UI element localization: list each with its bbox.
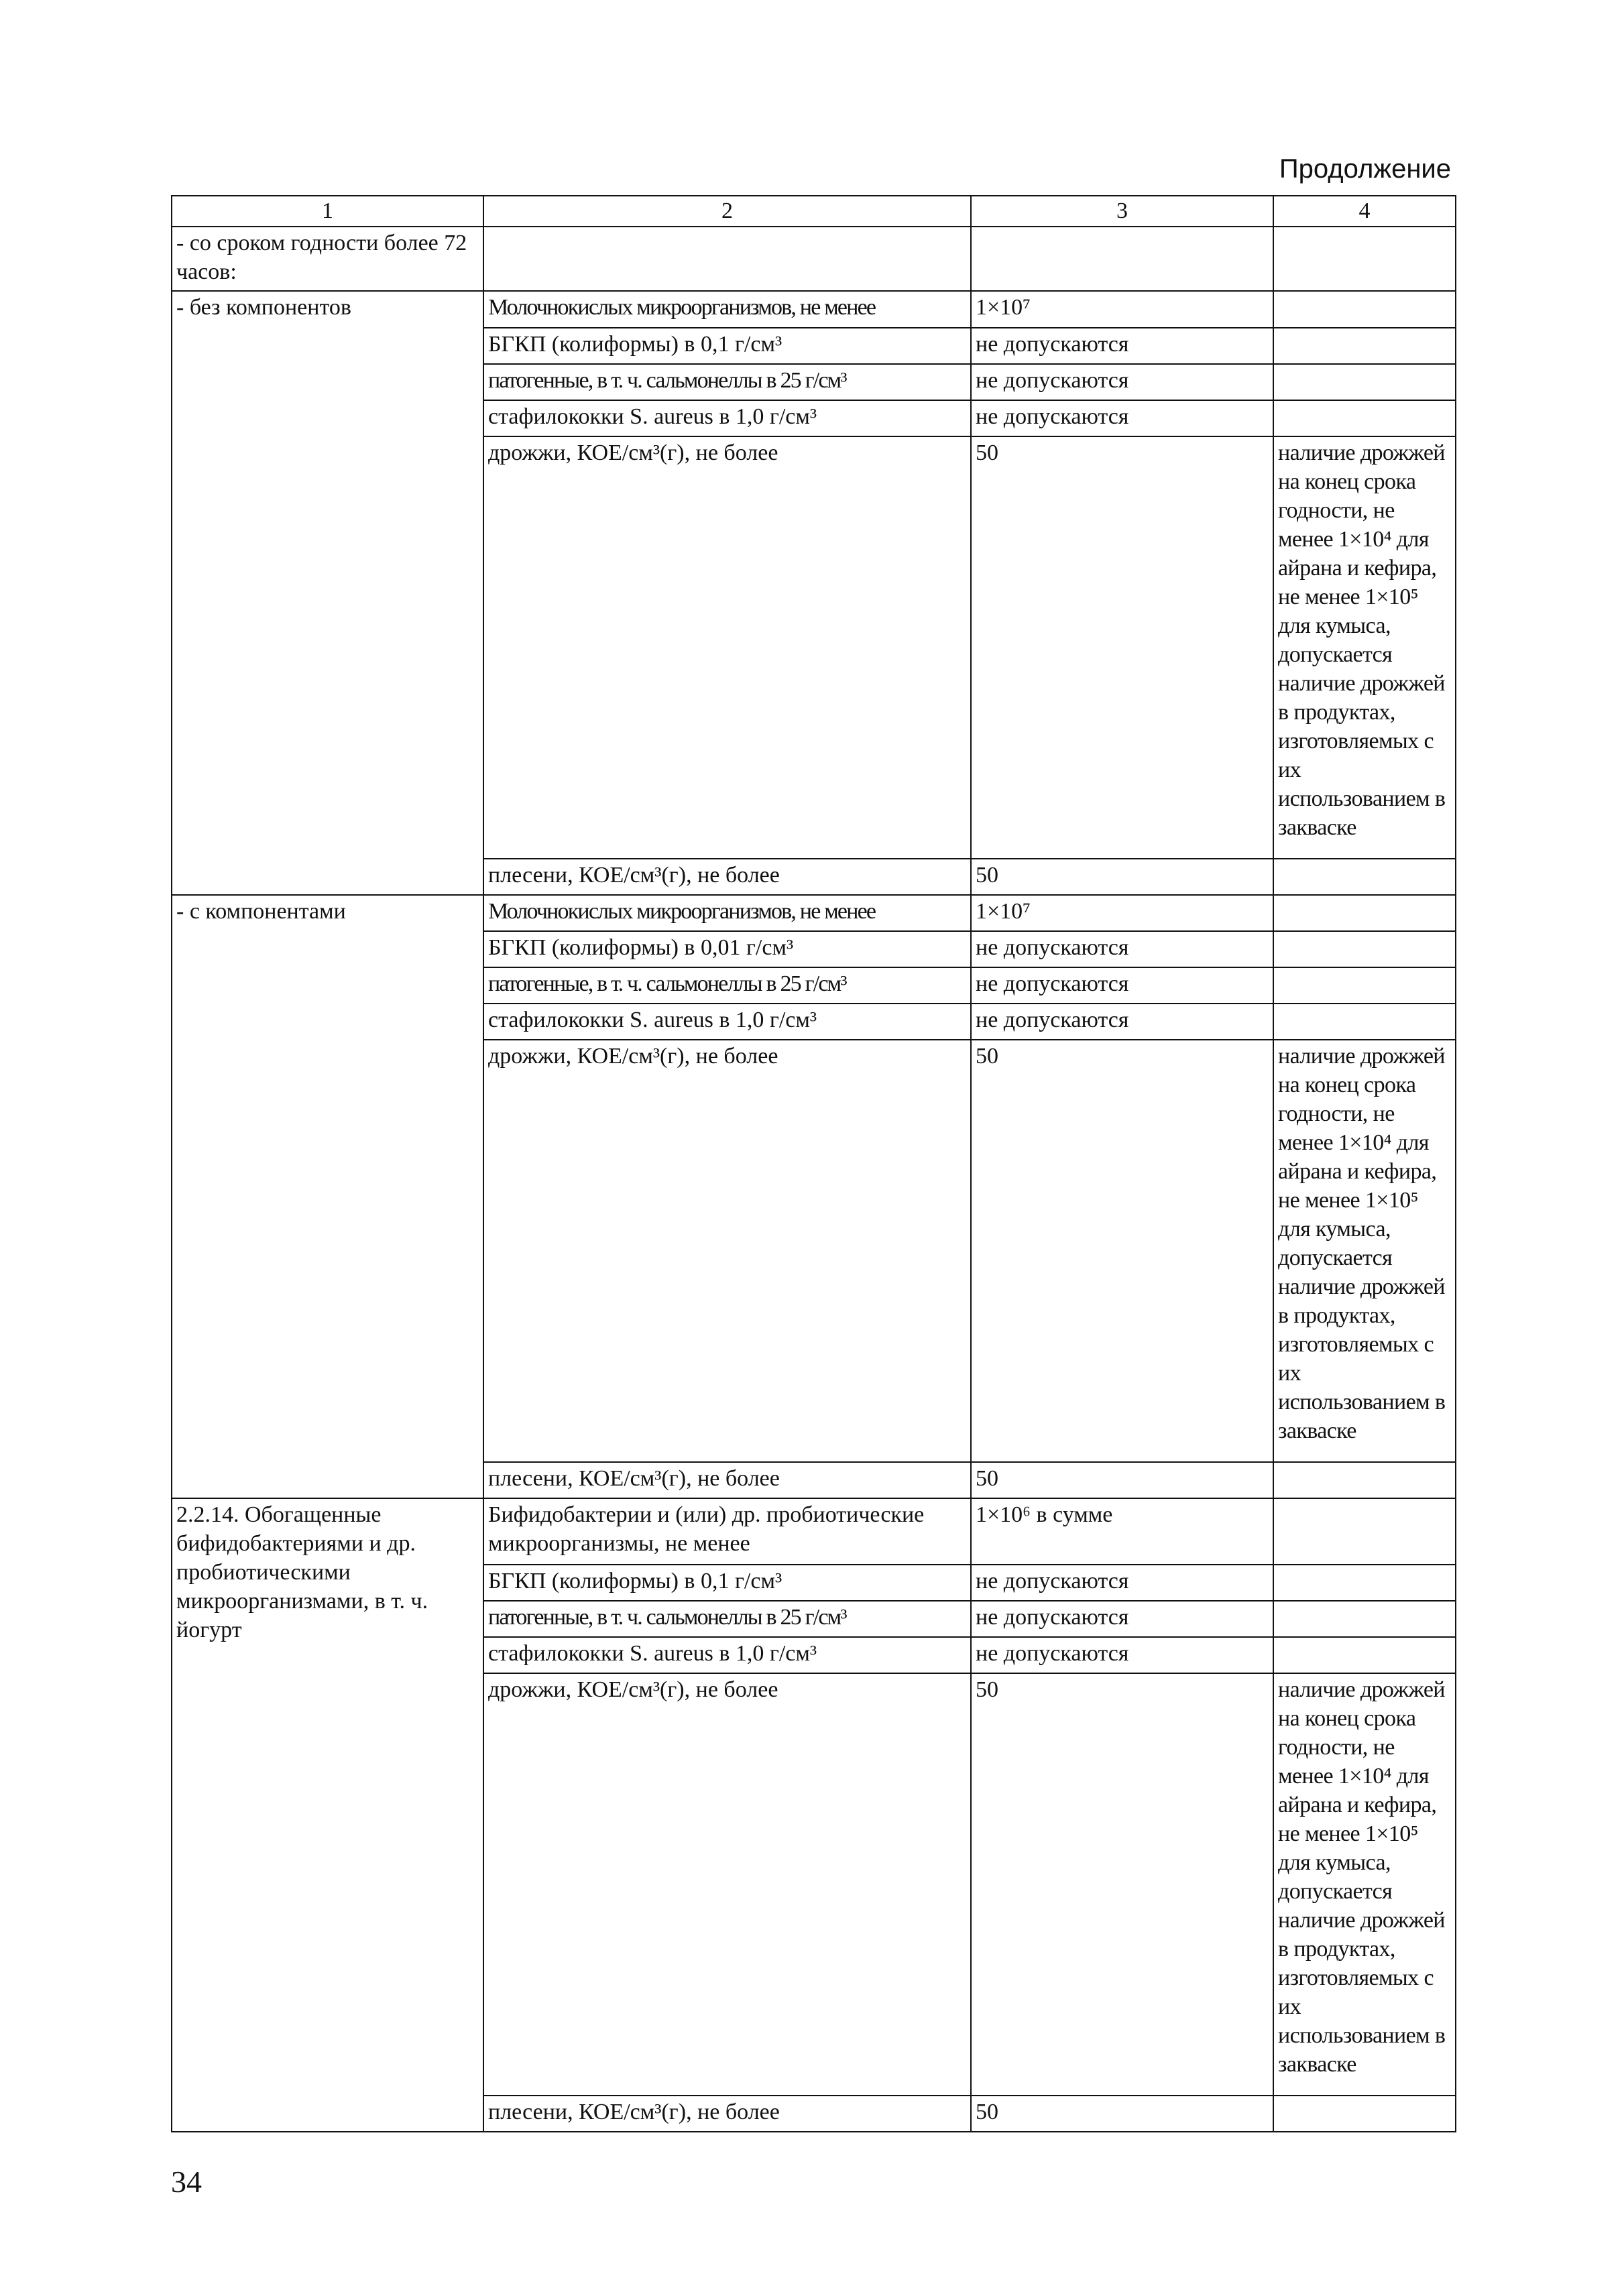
value-cell: не допускаются: [971, 400, 1273, 436]
indicator-cell: дрожжи, КОЕ/см³(г), не более: [483, 1040, 971, 1462]
table-header-row: [172, 196, 1456, 227]
value-cell: 50: [971, 859, 1273, 895]
indicator-cell: патогенные, в т. ч. сальмонеллы в 25 г/см³: [483, 1601, 971, 1637]
value-cell: 50: [971, 1673, 1273, 2096]
indicator-cell: патогенные, в т. ч. сальмонеллы в 25 г/см³: [483, 967, 971, 1004]
indicator-cell: Бифидобактерии и (или) др. пробиотические микроорганизмы, не менее: [483, 1498, 971, 1564]
indicator-cell: дрожжи, КОЕ/см³(г), не более: [483, 1673, 971, 2096]
indicator-cell: стафилококки S. aureus в 1,0 г/см³: [483, 400, 971, 436]
indicator-cell: Молочнокислых микроорганизмов, не менее: [483, 895, 971, 931]
note-cell: наличие дрожжей на конец срока годности, не менее 1×10⁴ для айрана и кефира, не менее 1×10⁵ для кумыса, допускается наличие дрожжей в продуктах, изготовляемых с их использованием в закваске: [1273, 1040, 1456, 1462]
value-cell: не допускаются: [971, 931, 1273, 967]
value-cell: не допускаются: [971, 1004, 1273, 1040]
value-cell: 1×10⁷: [971, 291, 1273, 327]
table-row: [172, 227, 1456, 291]
table-row: [172, 1498, 1456, 1564]
indicator-cell: дрожжи, КОЕ/см³(г), не более: [483, 436, 971, 859]
value-cell: 1×10⁶ в сумме: [971, 1498, 1273, 1564]
note-cell: наличие дрожжей на конец срока годности, не менее 1×10⁴ для айрана и кефира, не менее 1×10⁵ для кумыса, допускается наличие дрожжей в продуктах, изготовляемых с их использованием в закваске: [1273, 1673, 1456, 2096]
column-header: 3: [971, 196, 1273, 227]
indicator-cell: стафилококки S. aureus в 1,0 г/см³: [483, 1004, 971, 1040]
value-cell: 50: [971, 1462, 1273, 1498]
indicator-cell: БГКП (колиформы) в 0,01 г/см³: [483, 931, 971, 967]
page-number: 34: [171, 2165, 202, 2199]
value-cell: 50: [971, 2096, 1273, 2132]
value-cell: не допускаются: [971, 328, 1273, 364]
indicator-cell: плесени, КОЕ/см³(г), не более: [483, 859, 971, 895]
indicator-cell: БГКП (колиформы) в 0,1 г/см³: [483, 1565, 971, 1601]
group-heading: - со сроком годности более 72 часов:: [172, 227, 483, 291]
value-cell: не допускаются: [971, 364, 1273, 400]
category-cell: 2.2.14. Обогащенные бифидобактериями и др. пробиотическими микроорганизмами, в т. ч. йогурт: [172, 1498, 483, 2132]
category-cell: - с компонентами: [172, 895, 483, 1498]
indicator-cell: БГКП (колиформы) в 0,1 г/см³: [483, 328, 971, 364]
value-cell: не допускаются: [971, 1637, 1273, 1673]
table-row: [172, 291, 1456, 327]
indicator-cell: Молочнокислых микроорганизмов, не менее: [483, 291, 971, 327]
value-cell: не допускаются: [971, 1601, 1273, 1637]
column-header: 1: [172, 196, 483, 227]
value-cell: не допускаются: [971, 967, 1273, 1004]
indicator-cell: стафилококки S. aureus в 1,0 г/см³: [483, 1637, 971, 1673]
value-cell: не допускаются: [971, 1565, 1273, 1601]
requirements-table: [171, 195, 1456, 2132]
category-cell: - без компонентов: [172, 291, 483, 894]
indicator-cell: патогенные, в т. ч. сальмонеллы в 25 г/см³: [483, 364, 971, 400]
value-cell: 1×10⁷: [971, 895, 1273, 931]
value-cell: 50: [971, 1040, 1273, 1462]
value-cell: 50: [971, 436, 1273, 859]
indicator-cell: плесени, КОЕ/см³(г), не более: [483, 1462, 971, 1498]
indicator-cell: плесени, КОЕ/см³(г), не более: [483, 2096, 971, 2132]
column-header: 4: [1273, 196, 1456, 227]
continuation-label: Продолжение: [1279, 154, 1451, 184]
note-cell: наличие дрожжей на конец срока годности, не менее 1×10⁴ для айрана и кефира, не менее 1×10⁵ для кумыса, допускается наличие дрожжей в продуктах, изготовляемых с их использованием в закваске: [1273, 436, 1456, 859]
table-row: [172, 895, 1456, 931]
column-header: 2: [483, 196, 971, 227]
